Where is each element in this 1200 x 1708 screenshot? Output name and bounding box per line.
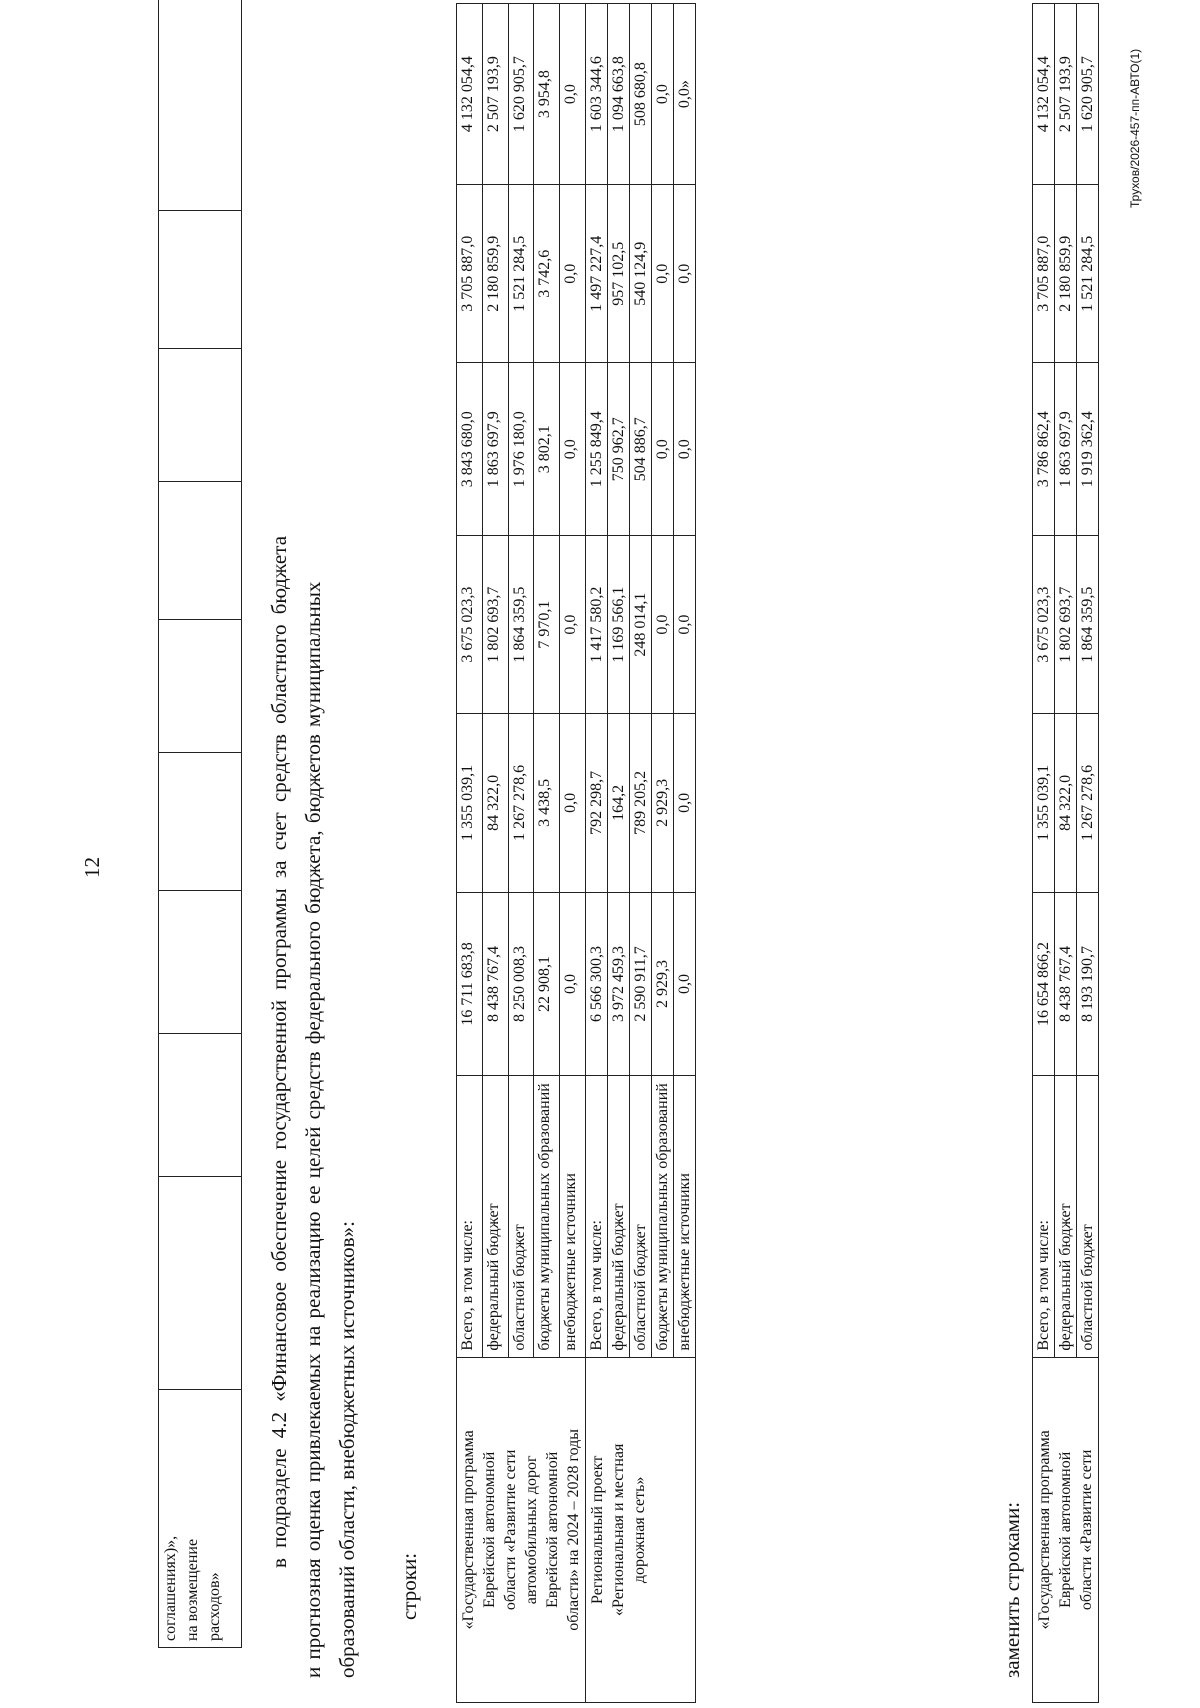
value-cell: 0,0 <box>560 363 586 536</box>
rows-label: строки: <box>397 1552 421 1620</box>
top-partial-table <box>158 0 242 1648</box>
value-cell: 0,0 <box>652 185 674 363</box>
value-cell: 2 507 193,9 <box>1055 4 1077 185</box>
value-cell: 504 886,7 <box>630 363 652 536</box>
value-cell: 540 124,9 <box>630 185 652 363</box>
value-cell: 0,0 <box>674 714 696 892</box>
value-cell: 0,0 <box>560 714 586 892</box>
value-cell: 0,0 <box>652 363 674 536</box>
program-name-line: области «Развитие сети <box>1078 1449 1095 1611</box>
value-cell: 3 802,1 <box>534 363 560 536</box>
value-cell: 1 864 359,5 <box>508 536 534 714</box>
value-cell: 508 680,8 <box>630 4 652 185</box>
value-cell: 248 014,1 <box>630 536 652 714</box>
program-name-line: дорожная сеть» <box>631 1476 648 1584</box>
value-cell: 0,0 <box>674 536 696 714</box>
value-cell: 1 255 849,4 <box>586 363 608 536</box>
value-cell: 1 355 039,1 <box>457 714 483 892</box>
value-cell: 84 322,0 <box>482 714 508 892</box>
program-name-cell <box>1033 1357 1099 1702</box>
source-label-cell: областной бюджет <box>630 1076 652 1357</box>
source-label-cell: областной бюджет <box>508 1076 534 1357</box>
value-cell: 1 919 362,4 <box>1077 363 1099 536</box>
value-cell: 1 802 693,7 <box>1055 536 1077 714</box>
intro-paragraph <box>262 0 364 1678</box>
value-cell: 3 438,5 <box>534 714 560 892</box>
value-cell: 1 267 278,6 <box>508 714 534 892</box>
value-cell: 3 705 887,0 <box>457 185 483 363</box>
value-cell: 1 267 278,6 <box>1077 714 1099 892</box>
table-row <box>457 4 483 1703</box>
value-cell: 16 711 683,8 <box>457 892 483 1076</box>
program-name-line: «Государственная программа <box>1036 1430 1053 1630</box>
program-name-line: области» на 2024 – 2028 годы <box>565 1428 582 1631</box>
value-cell: 2 180 859,9 <box>482 185 508 363</box>
value-cell: 3 705 887,0 <box>1033 185 1055 363</box>
top-table-empty-cell <box>159 620 242 753</box>
value-cell: 0,0 <box>560 536 586 714</box>
value-cell: 1 417 580,2 <box>586 536 608 714</box>
program-name-line: «Региональная и местная <box>610 1443 627 1616</box>
value-cell: 3 972 459,3 <box>608 892 630 1076</box>
intro-line: образований области, внебюджетных источников»: <box>335 1221 359 1678</box>
value-cell: 3 954,8 <box>534 4 560 185</box>
value-cell: 164,2 <box>608 714 630 892</box>
program-name-cell <box>457 1357 586 1702</box>
value-cell: 792 298,7 <box>586 714 608 892</box>
value-cell: 1 521 284,5 <box>508 185 534 363</box>
value-cell: 1 497 227,4 <box>586 185 608 363</box>
value-cell: 0,0 <box>652 4 674 185</box>
value-cell: 3 675 023,3 <box>457 536 483 714</box>
program-name-cell <box>586 1357 696 1702</box>
top-table-empty-cell <box>159 1034 242 1177</box>
value-cell: 3 675 023,3 <box>1033 536 1055 714</box>
value-cell: 0,0 <box>674 363 696 536</box>
value-cell: 1 094 663,8 <box>608 4 630 185</box>
value-cell: 957 102,5 <box>608 185 630 363</box>
program-name-line: «Государственная программа <box>460 1430 477 1630</box>
program-name-line: Еврейской автономной <box>1057 1451 1074 1608</box>
value-cell: 0,0 <box>652 536 674 714</box>
value-cell: 1 802 693,7 <box>482 536 508 714</box>
value-cell: 84 322,0 <box>1055 714 1077 892</box>
value-cell: 8 193 190,7 <box>1077 892 1099 1076</box>
source-label-cell: федеральный бюджет <box>608 1076 630 1357</box>
top-table-line: на возмещение <box>184 1538 201 1641</box>
value-cell: 3 786 862,4 <box>1033 363 1055 536</box>
value-cell: 1 863 697,9 <box>1055 363 1077 536</box>
source-label-cell: Всего, в том числе: <box>1033 1076 1055 1357</box>
value-cell: 1 620 905,7 <box>1077 4 1099 185</box>
intro-line: и прогнозная оценка привлекаемых на реализацию ее целей средств федерального бюджета, бюджетов муниципальных <box>301 581 325 1678</box>
value-cell: 789 205,2 <box>630 714 652 892</box>
top-table-empty-cell <box>159 1177 242 1390</box>
page-number: 12 <box>80 857 104 878</box>
value-cell: 0,0 <box>560 4 586 185</box>
source-label-cell: федеральный бюджет <box>482 1076 508 1357</box>
top-table-text-cell <box>159 1390 242 1648</box>
value-cell: 1 521 284,5 <box>1077 185 1099 363</box>
top-table-empty-cell <box>159 482 242 620</box>
top-table-empty-cell <box>159 349 242 482</box>
table-row <box>1033 4 1055 1703</box>
value-cell: 2 180 859,9 <box>1055 185 1077 363</box>
source-label-cell: внебюджетные источники <box>674 1076 696 1357</box>
top-table-line: расходов» <box>206 1572 223 1641</box>
financing-table <box>456 3 696 1703</box>
value-cell: 1 976 180,0 <box>508 363 534 536</box>
value-cell: 750 962,7 <box>608 363 630 536</box>
value-cell: 2 929,3 <box>652 892 674 1076</box>
program-name-line: Еврейской автономной <box>544 1451 561 1608</box>
top-table-empty-cell <box>159 891 242 1034</box>
value-cell: 1 863 697,9 <box>482 363 508 536</box>
value-cell: 0,0 <box>674 185 696 363</box>
intro-line: в подразделе 4.2 «Финансовое обеспечение государственной программы за счет средств областного бюджета <box>267 535 291 1568</box>
top-table-line: соглашениях)», <box>162 1535 179 1641</box>
value-cell: 3 843 680,0 <box>457 363 483 536</box>
program-name-line: области «Развитие сети <box>502 1449 519 1611</box>
program-name-line: Региональный проект <box>589 1455 606 1604</box>
value-cell: 1 603 344,6 <box>586 4 608 185</box>
top-table-empty-cell <box>159 753 242 891</box>
value-cell: 1 620 905,7 <box>508 4 534 185</box>
top-table-empty-cell <box>159 0 242 211</box>
value-cell: 4 132 054,4 <box>457 4 483 185</box>
source-label-cell: Всего, в том числе: <box>586 1076 608 1357</box>
value-cell: 4 132 054,4 <box>1033 4 1055 185</box>
value-cell: 1 169 566,1 <box>608 536 630 714</box>
value-cell: 2 929,3 <box>652 714 674 892</box>
value-cell: 6 566 300,3 <box>586 892 608 1076</box>
value-cell: 0,0 <box>674 892 696 1076</box>
value-cell: 8 250 008,3 <box>508 892 534 1076</box>
source-label-cell: федеральный бюджет <box>1055 1076 1077 1357</box>
replace-label: заменить строками: <box>1000 1501 1024 1678</box>
top-table-empty-cell <box>159 211 242 349</box>
replacement-table <box>1032 3 1099 1703</box>
value-cell: 0,0» <box>674 4 696 185</box>
value-cell: 0,0 <box>560 185 586 363</box>
table-row <box>586 4 608 1703</box>
source-label-cell: бюджеты муниципальных образований <box>652 1076 674 1357</box>
value-cell: 2 507 193,9 <box>482 4 508 185</box>
value-cell: 7 970,1 <box>534 536 560 714</box>
source-label-cell: бюджеты муниципальных образований <box>534 1076 560 1357</box>
value-cell: 8 438 767,4 <box>1055 892 1077 1076</box>
value-cell: 3 742,6 <box>534 185 560 363</box>
program-name-line: Еврейской автономной <box>481 1451 498 1608</box>
value-cell: 16 654 866,2 <box>1033 892 1055 1076</box>
source-label-cell: Всего, в том числе: <box>457 1076 483 1357</box>
value-cell: 22 908,1 <box>534 892 560 1076</box>
value-cell: 1 864 359,5 <box>1077 536 1099 714</box>
value-cell: 2 590 911,7 <box>630 892 652 1076</box>
value-cell: 1 355 039,1 <box>1033 714 1055 892</box>
value-cell: 0,0 <box>560 892 586 1076</box>
document-code: Трухов/2026-457-пп-АВТО(1) <box>1128 48 1142 208</box>
value-cell: 8 438 767,4 <box>482 892 508 1076</box>
source-label-cell: внебюджетные источники <box>560 1076 586 1357</box>
source-label-cell: областной бюджет <box>1077 1076 1099 1357</box>
program-name-line: автомобильных дорог <box>523 1455 540 1605</box>
